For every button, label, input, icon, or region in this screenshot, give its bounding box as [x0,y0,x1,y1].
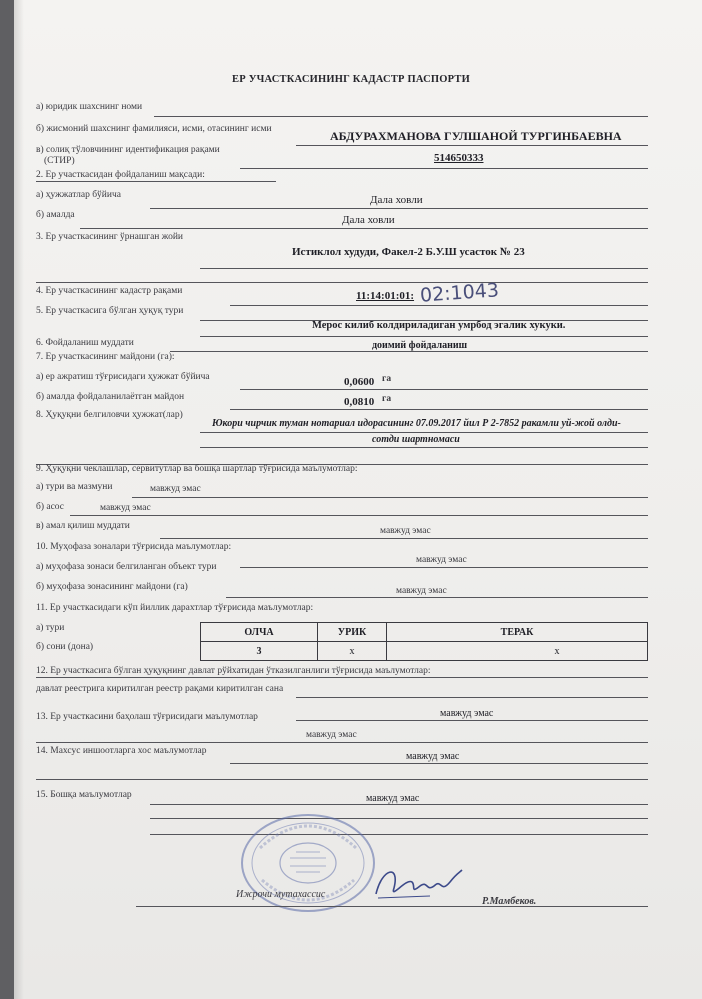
protection-area-line [226,597,648,598]
other-line-3 [150,834,648,835]
right-docs-value-2: сотди шартномаси [372,434,460,445]
tree-type-cell: УРИК [318,623,387,642]
individual-name: АБДУРАХМАНОВА ГУЛШАНОЙ ТУРГИНБАЕВНА [330,129,622,143]
area-doc-unit: га [382,374,392,384]
other-label: 15. Бошқа маълумотлар [36,790,132,800]
trees-label: 11. Ер участкасидаги кўп йиллик дарахтлар тўғрисида маълумотлар: [36,603,314,613]
restrictions-type-value: мавжуд эмас [150,484,201,494]
right-docs-label: 8. Ҳуқуқни белгиловчи ҳужжат(лар) [36,410,183,420]
document-title: ЕР УЧАСТКАСИНИНГ КАДАСТР ПАСПОРТИ [232,74,470,85]
special-label: 14. Махсус иншоотларга хос маълумотлар [36,746,207,756]
tin-line [240,168,648,169]
other-line-2 [150,818,648,819]
area-used-unit: га [382,394,392,404]
registry-number-line [296,697,648,698]
protection-object-line [240,567,648,568]
tin-label: в) солиқ тўловчининг идентификация рақами [36,145,220,155]
page-edge-shadow [14,0,24,999]
registry-label: 12. Ер участкасига бўлган ҳуқуқнинг давлат рўйхатидан ўтказилганлиги тўғрисида маълумотлар: [36,666,431,676]
valuation-value-1: мавжуд эмас [440,708,494,719]
area-used-value: 0,0810 [344,396,375,408]
tree-count-cell: х [318,642,387,661]
area-used-line [230,409,648,410]
usage-term-value: доимий фойдаланиш [372,340,468,351]
executor-name: Р.Мамбеков. [482,896,537,907]
location-line-2 [36,282,648,283]
cadastre-line [230,305,648,306]
purpose-docs-label: а) ҳужжатлар бўйича [36,190,121,200]
restrictions-basis-line [70,515,648,516]
special-line-2 [36,779,648,780]
legal-entity-line [154,116,648,117]
restrictions-term-label: в) амал қилиш муддати [36,521,130,531]
location-value: Истиклол худуди, Факел-2 Б.У.Ш усасток № 23 [292,246,525,258]
restrictions-term-value: мавжуд эмас [380,526,431,536]
cadastre-value: 11:14:01:01: [356,290,415,302]
purpose-docs-value: Дала ховли [370,194,423,206]
area-doc-label: а) ер ажратиш тўғрисидаги ҳужжат бўйича [36,372,210,382]
purpose-label: 2. Ер участкасидан фойдаланиш мақсади: [36,170,205,180]
legal-entity-label: а) юридик шахснинг номи [36,102,143,112]
right-type-line-2 [200,336,648,337]
usage-term-label: 6. Фойдаланиш муддати [36,338,134,348]
tree-count-cell: х [387,642,648,661]
valuation-label: 13. Ер участкасини баҳолаш тўғрисидаги маълумотлар [36,712,258,722]
signature-line [136,906,648,907]
tree-type-cell: ТЕРАК [387,623,648,642]
restrictions-type-label: а) тури ва мазмуни [36,482,113,492]
special-value: мавжуд эмас [406,751,460,762]
other-value: мавжуд эмас [366,793,420,804]
right-type-label: 5. Ер участкасига бўлган ҳуқуқ тури [36,306,184,316]
tin-value: 514650333 [434,152,484,164]
protection-object-label: а) муҳофаза зонаси белгиланган объект тури [36,562,217,572]
location-line-1 [200,268,648,269]
area-doc-line [240,389,648,390]
purpose-line [36,181,276,182]
executor-label: Ижрочи мутахассис [236,889,326,900]
purpose-actual-value: Дала ховли [342,214,395,226]
valuation-line-2 [36,742,648,743]
registry-number-label: давлат реестрига киритилган реестр рақами киритилган сана [36,684,284,694]
right-docs-value-1: Юкори чирчик туман нотариал идорасининг 07.09.2017 йил Р 2-7852 ракамли уй-жой олди- [212,418,621,429]
right-type-line-1 [200,320,648,321]
restrictions-type-line [132,497,648,498]
signature-icon [370,860,466,904]
registry-line-1 [36,677,648,678]
tree-type-cell: ОЛЧА [201,623,318,642]
trees-type-row [201,623,648,642]
purpose-docs-line [150,208,648,209]
cadastre-handwritten: 02:1043 [419,279,500,307]
area-label: 7. Ер участкасининг майдони (га): [36,352,175,362]
trees-count-row [201,642,648,661]
tin-label-2: (СТИР) [44,156,75,166]
tree-count-cell: 3 [201,642,318,661]
purpose-actual-label: б) амалда [36,210,75,220]
protection-object-value: мавжуд эмас [416,555,467,565]
protection-label: 10. Муҳофаза зоналари тўғрисида маълумотлар: [36,542,232,552]
restrictions-term-line [160,538,648,539]
area-used-label: б) амалда фойдаланилаётган майдон [36,392,185,402]
restrictions-basis-label: б) асос [36,502,65,512]
trees-type-label: а) тури [36,623,65,633]
right-docs-line-1 [200,432,648,433]
valuation-line-1 [296,720,648,721]
individual-line [296,145,648,146]
area-doc-value: 0,0600 [344,376,375,388]
trees-count-label: б) сони (дона) [36,642,94,652]
protection-area-value: мавжуд эмас [396,586,447,596]
location-label: 3. Ер участкасининг ўрнашган жойи [36,232,183,242]
other-line-1 [150,804,648,805]
usage-term-line [170,351,648,352]
protection-area-label: б) муҳофаза зонасининг майдони (га) [36,582,188,592]
individual-label: б) жисмоний шахснинг фамилияси, исми, отасининг исми [36,124,272,134]
right-type-value: Мерос килиб колдириладиган умрбод эгалик хукуки. [312,320,566,331]
cadastre-label: 4. Ер участкасининг кадастр рақами [36,286,183,296]
restrictions-label: 9. Ҳуқуқни чеклашлар, сервитутлар ва бошқа шартлар тўғрисида маълумотлар: [36,464,358,474]
trees-table [200,622,648,661]
right-docs-line-2 [200,447,648,448]
purpose-actual-line [80,228,648,229]
valuation-value-2: мавжуд эмас [306,730,357,740]
restrictions-basis-value: мавжуд эмас [100,503,151,513]
special-line-1 [230,763,648,764]
